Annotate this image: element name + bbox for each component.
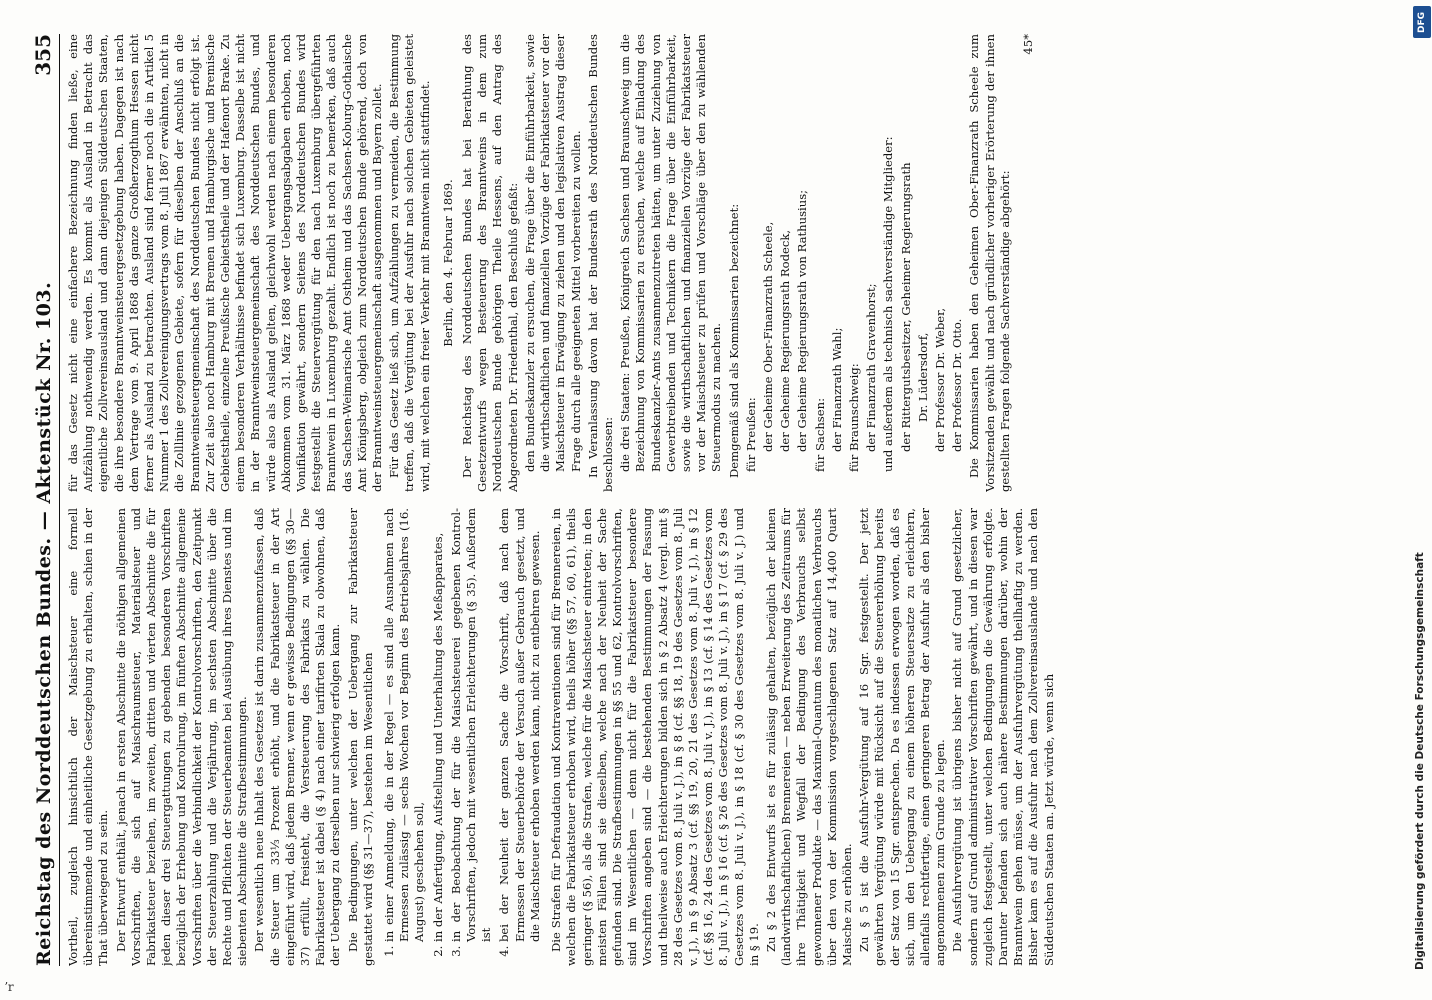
running-title: Reichstag des Norddeutschen Bundes. — Aktenstück Nr. 103. <box>33 281 55 966</box>
commissioner-entry: der Finanzrath Wahl; <box>829 327 844 452</box>
commissioner-group: für Sachsen: <box>812 398 827 472</box>
paragraph: Die Kommissarien haben den Geheimen Ober-Finanzrath Scheele zum Vorsitzenden gewählt und nach gründlicher vorheriger Erörterung der ihnen gestellten Fragen folgende Sachverständige abgehört: <box>967 34 1012 492</box>
commissioner-entry: der Professor Dr. Weber, <box>932 307 947 452</box>
dfg-logo: DFG <box>1413 6 1431 38</box>
digitization-credit: Digitalisierung gefördert durch die Deutsche Forschungsgemeinschaft <box>1414 552 1426 970</box>
commissioner-entry: der Geheime Ober-Finanzrath Scheele, <box>760 221 775 452</box>
list-item: 3. in der Beobachtung der für die Maischsteuerei gegebenen Kontrol-Vorschriften, jedoch mit wesentlichen Erleichterungen (§ 35). Außerdem ist <box>449 508 495 942</box>
commissioner-group: für Preußen: <box>743 397 758 472</box>
paragraph: Der Reichstag des Norddeutschen Bundes hat bei Berathung des Gesetzentwurfs wegen Besteuerung des Branntweins in dem zum Norddeutschen Bunde gehörigen Theile Hessens, auf den Antrag des Abgeordneten Dr. Friedenthal, den Beschluß gefaßt: <box>460 34 520 492</box>
list-item: 1. in einer Anmeldung, die in der Regel — es sind alle Ausnahmen nach Ermessen zulässig — sechs Wochen vor Beginn des Betriebsjahres (16. August) geschehen soll, <box>382 508 428 942</box>
commissioner-entry: der Finanzrath Gravenhorst; <box>864 283 879 452</box>
paragraph: Der Entwurf enthält, jenach in ersten Abschnitte die nöthigen allgemeinen Vorschriften, die sich auf Maischraumsteuer, Materialsteuer und Fabrikatsteuer beziehen, im zweiten, dritten und vierten Abschnitte die für jeden dieser drei Steuergattungen zu gebenden besonderen Vorschriften bezüglich der Erhebung und Kontrolirung, im fünften Abschnitte allgemeine Vorschriften über die Verbindlichkeit der Kontrolvorschriften, den Zeitpunkt der Steuerzahlung und die Verjährung, im sechsten Abschnitte über die Rechte und Pflichten der Steuerbeamten bei Ausübung ihres Dienstes und im siebenten Abschnitte die Strafbestimmungen. <box>113 508 250 966</box>
page-number: 355 <box>31 34 55 76</box>
paragraph: Die Strafen für Defraudation und Kontraventionen sind für Brennereien, in welchen die Fabrikatsteuer erhoben wird, theils höher (§§ 57, 60, 61), theils geringer (§ 56), als die Strafen, welche für die Maischsteuer eintreten; in den meisten Fällen sind sie dieselben, welche nach der Neuheit der Sache gefunden sind. Die Strafbestimmungen in §§ 55 und 62, Kontrolvorschriften, sind im Wesentlichen — denn nicht für die Fabrikatsteuer besondere Vorschriften angeben sind — die bestehenden Bestimmungen der Fassung und theilweise auch Erleichterungen bilden sich in § 2 Absatz 4 (vergl. mit § 28 des Gesetzes vom 8. Juli v. J.), in § 8 (cf. §§ 18, 19 des Gesetzes vom 8. Juli v. J.), in § 9 Absatz 3 (cf. §§ 19, 20, 21 des Gesetzes vom 8. Juli v. J.), in § 12 (cf. §§ 16, 24 des Gesetzes vom 8. Juli v. J.), in § 13 (cf. § 14 des Gesetzes vom 8. Juli v. J.), in § 16 (cf. § 26 des Gesetzes vom 8. Juli v. J.), in § 17 (cf. § 29 des Gesetzes vom 8. Juli v. J.), in § 18 (cf. § 30 des Gesetzes vom 8. Juli v. J.) und in § 19. <box>549 508 761 966</box>
commissioner-group: und außerdem als technisch sachverständige Mitglieder: <box>881 136 896 472</box>
paragraph: Zu § 5 ist die Ausfuhr-Vergütung auf 16 Sgr. festgestellt. Der jetzt gewährten Vergütung würde mit Rücksicht auf die Steuererhöhung bereits der Satz von 15 Sgr. entsprechen. Da es indessen erwogen worden, daß es sich, um den Uebergang zu einem höheren Steuersatze zu erleichtern, allenfalls rechtfertige, einen geringeren Betrag der Ausfuhr als den bisher angenommenen zum Grunde zu legen. <box>857 508 948 966</box>
paragraph: Der wesentlich neue Inhalt des Gesetzes ist darin zusammenzufassen, daß die Steuer um 33⅓ Prozent erhöht, und die Fabrikatsteuer in der Art eingeführt wird, daß jedem Brenner, wenn er gewisse Bedingungen (§§ 30—37) erfüllt, freisteht, die Versteuerung des Fabrikats zu wählen. Die Fabrikatsteuer ist dabei (§ 4) nach einer tarifirten Skala zu obwohnen, daß der Uebergang zu derselben nur schwierig erfolgen kann. <box>252 508 343 966</box>
list-item: 2. in der Anfertigung, Aufstellung und Unterhaltung des Meßapparates, <box>431 508 446 942</box>
list-item: 4. bei der Neuheit der ganzen Sache die Vorschrift, daß nach dem Ermessen der Steuerbehörde der Versuch außer Gebrauch gesetzt, und die Maischsteuer erhoben werden kann, nicht zu entbehren gewesen. <box>497 508 543 942</box>
commissioner-entry: der Professor Dr. Otto. <box>950 318 965 452</box>
margin-mark: ʼr <box>4 980 14 994</box>
quoted-resolution: die drei Staaten: Preußen, Königreich Sachsen und Braunschweig um die Bezeichnung von Kommissarien zu ersuchen, welche auf Einladung des Bundeskanzler-Amts zusammenzutreten hätten, um unter Zuziehung von Gewerbtreibenden und Technikern die Frage über die Einführbarkeit, sowie die wirthschaftlichen und finanziellen Vorzüge der Fabrikatsteuer vor der Maischsteuer zu prüfen und Vorschläge über den zu wählenden Steuermodus zu machen. <box>618 34 724 472</box>
paragraph: Zu § 2 des Entwurfs ist es für zulässig gehalten, bezüglich der kleinen (landwirthschaftlichen) Brennereien — neben Erweiterung des Zeitraums für ihre Thätigkeit und Wegfall der Bedingung des Verbrauchs selbst gewonnener Produkte — das Maximal-Quantum des monatlichen Verbrauchs über den von der Kommission vorgeschlagenen Satz auf 14,400 Quart Maische zu erhöhen. <box>763 508 854 966</box>
page-header <box>31 34 60 966</box>
commissioner-entry: der Rittergutsbesitzer, Geheimer Regierungsrath <box>898 162 913 452</box>
numbered-list <box>382 508 543 966</box>
commissioner-entry: der Geheime Regierungsrath Rodeck, <box>778 229 793 452</box>
commissioner-entry: der Geheime Regierungsrath von Rathusius; <box>795 189 810 452</box>
paragraph: Die Ausfuhrvergütung ist übrigens bisher nicht auf Grund gesetzlicher, sondern auf Grund administrativer Vorschriften gewährt, und in diesen war zugleich festgestellt, unter welchen Bedingungen die Gewährung erfolgte. Darunter befanden sich auch nähere Bestimmungen darüber, wohin der Branntwein gehen müsse, um der Ausfuhrvergütung theilhaftig zu werden. Bisher kam es auf die Ausfuhr nach dem Zollvereinsauslande und nach den Süddeutschen Staaten an. Jetzt würde, wenn sich <box>950 508 1056 966</box>
commissioner-entry: Dr. Lüdersdorf, <box>915 332 930 422</box>
date-line: Berlin, den 4. Februar 1869. <box>440 179 455 347</box>
paragraph: Demgemäß sind als Kommissarien bezeichnet: <box>726 203 741 478</box>
right-column <box>66 34 1396 492</box>
paragraph: In Veranlassung davon hat der Bundesrath des Norddeutschen Bundes beschlossen: <box>585 34 615 492</box>
quoted-resolution: den Bundeskanzler zu ersuchen, die Frage über die Einführbarkeit, sowie die wirthschaftlichen und finanziellen Vorzüge der Fabrikatsteuer vor der Maischsteuer in Erwägung zu ziehen und den legislativen Austrag dieser Frage durch alle geeigneten Mittel vorbereiten zu wollen. <box>522 34 583 472</box>
paragraph: für das Gesetz nicht eine einfachere Bezeichnung finden ließe, eine Aufzählung nothwendig werden. Es kommt als Ausland in Betracht das eigentliche Zollvereinsausland und dann diejenigen Süddeutschen Staaten, die ihre besondere Branntweinsteuergesetzgebung haben. Dagegen ist nach dem Vertrage vom 9. April 1868 das ganze Großherzogthum Hessen nicht ferner als Ausland zu betrachten. Ausland sind ferner noch die in Artikel 5 Nummer 1 des Zollvereinigungsvertrags vom 8. Juli 1867 erwähnten, nicht in die Zolllinie gezogenen Gebiete, sofern für dieselben der Anschluß an die Branntweinsteuergemeinschaft des Norddeutschen Bundes nicht erfolgt ist. Zur Zeit also noch Hamburg mit Bremen und Hamburgische und Bremische Gebietstheile, einzelne Preußische Gebietstheile und der Hafenort Brake. Zu einem besonderen Verhältnisse befindet sich Luxemburg. Dasselbe ist nicht in der Branntweinsteuergemeinschaft des Norddeutschen Bundes, und würde also als Ausland gelten, gleichwohl werden nach einem besonderen Abkommen vom 31. März 1868 weder Uebergangsabgaben erhoben, noch Vonifikation gewährt, sondern Seitens des Norddeutschen Bundes wird festgestellt die Steuervergütung für den nach Luxemburg übergeführten Branntwein in Luxemburg gezahlt. Endlich ist noch zu bemerken, daß auch das Sachsen-Weimarische Amt Ostheim und das Sachsen-Koburg-Gothaische Amt Königsberg, obgleich zum Norddeutschen Bunde gehörend, doch von der Branntweinsteuergemeinschaft ausgenommen und Bayern zollet. <box>66 34 385 492</box>
left-column <box>66 508 1396 966</box>
paragraph: Vortheil, zugleich hinsichtlich der Maischsteuer eine formell übereinstimmende und einheitliche Gesetzgebung zu erhalten, schien in der That überwiegend zu sein. <box>66 508 111 966</box>
signature-mark: 45* <box>1020 34 1035 55</box>
commissioner-group: für Braunschweig: <box>846 363 861 472</box>
paragraph: Die Bedingungen, unter welchen der Uebergang zur Fabrikatsteuer gestattet wird (§§ 31—37), bestehen im Wesentlichen <box>345 508 375 966</box>
rotated-page <box>21 20 1411 980</box>
paragraph: Für das Gesetz ließ sich, um Aufzählungen zu vermeiden, die Bestimmung treffen, daß die Vergütung bei der Ausfuhr nach solchen Gebieten geleistet wird, mit welchen ein freier Verkehr mit Branntwein nicht stattfindet. <box>387 34 432 492</box>
